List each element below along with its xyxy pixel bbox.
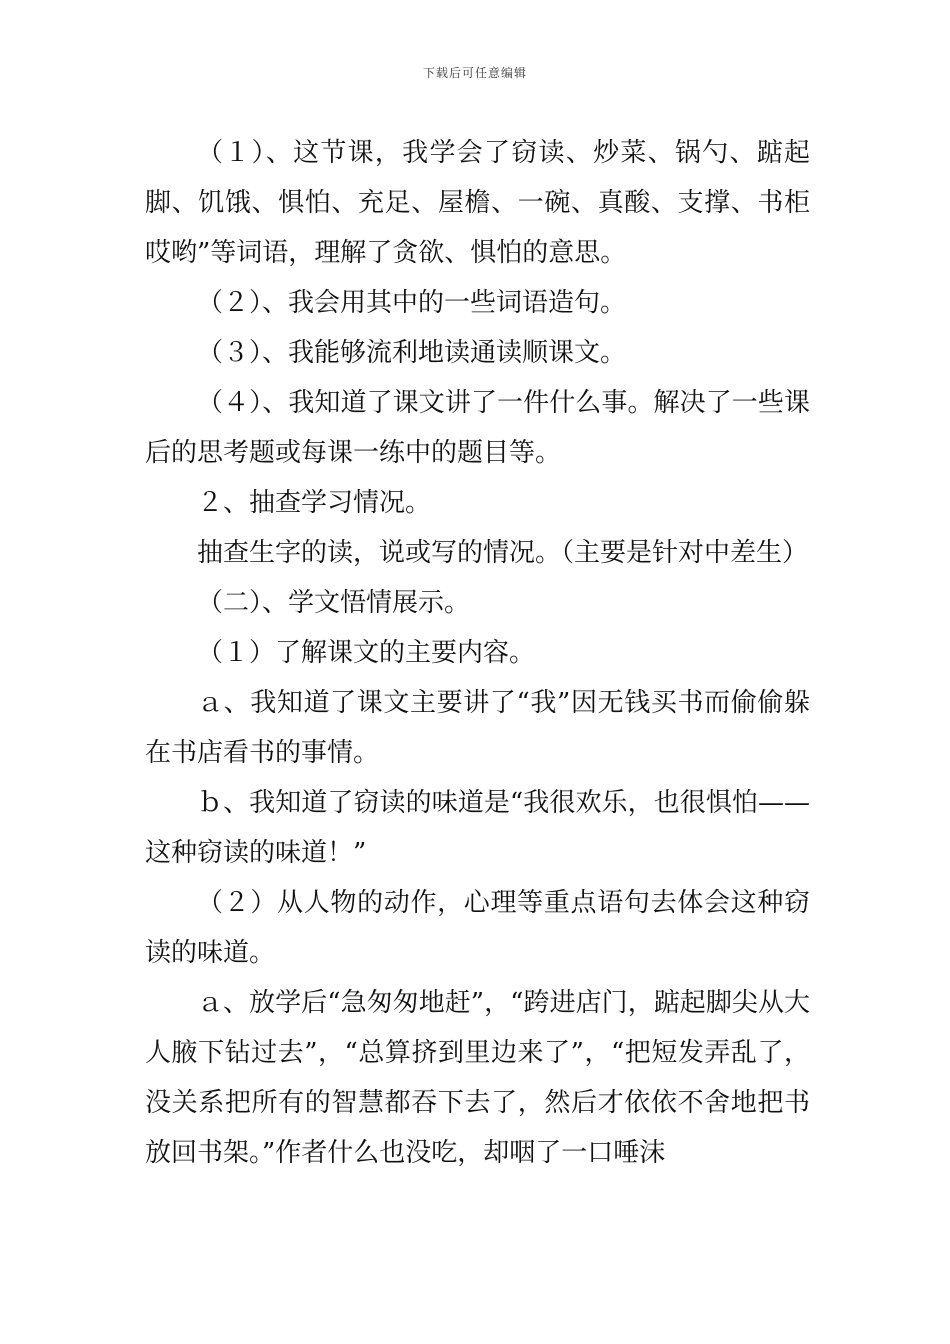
paragraph: ａ、我知道了课文主要讲了“我”因无钱买书而偷偷躲在书店看书的事情。 bbox=[145, 688, 810, 768]
paragraph: 抽查生字的读，说或写的情况。（主要是针对中差生） bbox=[197, 538, 809, 568]
paragraph: （４）、我知道了课文讲了一件什么事。解决了一些课后的思考题或每课一练中的题目等。 bbox=[145, 388, 810, 468]
page-header: 下载后可任意编辑 bbox=[422, 66, 527, 80]
document-body bbox=[145, 128, 810, 1178]
paragraph: （３）、我能够流利地读通读顺课文。 bbox=[197, 338, 627, 368]
paragraph: ａ、放学后“急匆匆地赶”，“跨进店门，踮起脚尖从大人腋下钻过去”，“总算挤到里边来了”，“把短发弄乱了，没关系把所有的智慧都吞下去了，然后才依依不舍地把书放回书架。”作者什么也没吃，却咽了一口唾沫 bbox=[145, 988, 810, 1168]
paragraph: （２）、我会用其中的一些词语造句。 bbox=[197, 288, 627, 318]
paragraph: （二）、学文悟情展示。 bbox=[197, 588, 471, 618]
paragraph: （１）、这节课，我学会了窃读、炒菜、锅勺、踮起脚、饥饿、惧怕、充足、屋檐、一碗、真酸、支撑、书柜哎哟”等词语，理解了贪欲、惧怕的意思。 bbox=[145, 138, 810, 268]
paragraph: （１）了解课文的主要内容。 bbox=[197, 638, 536, 668]
paragraph: ｂ、我知道了窃读的味道是“我很欢乐，也很惧怕——这种窃读的味道！” bbox=[145, 788, 810, 868]
paragraph: ２、抽查学习情况。 bbox=[197, 488, 432, 518]
paragraph: （２）从人物的动作，心理等重点语句去体会这种窃读的味道。 bbox=[145, 888, 810, 968]
